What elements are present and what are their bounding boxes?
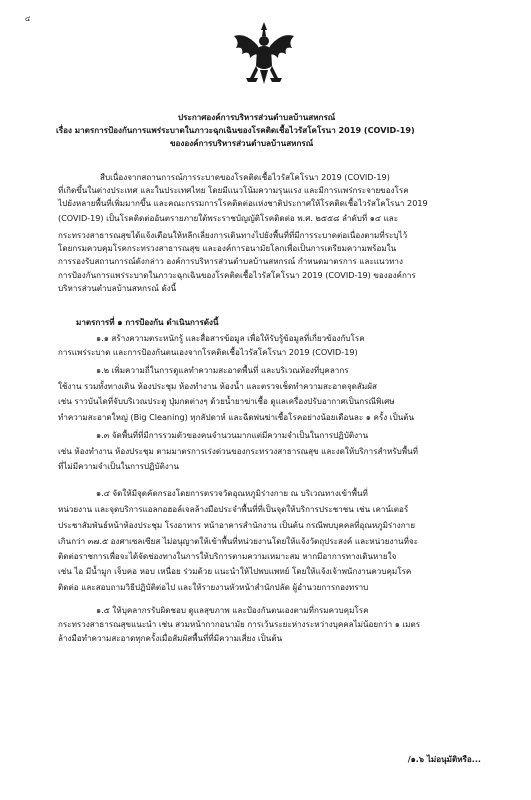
body-line: โดยกรมควบคุมโรคกระทรวงสาธารณสุข และองค์การอนามัยโลกเพื่อเป็นการเตรียมความพร้อมใน [58, 243, 397, 253]
body-line: การป้องกันการแพร่ระบาดในภาวะฉุกเฉินของโรคติดเชื้อไวรัสโคโรนา 2019 (COVID-19) ขององค์การ [58, 270, 416, 280]
announcement-subject: เรื่อง มาตรการป้องกันการแพร่ระบาดในภาวะฉุกเฉินของโรคติดเชื้อไวรัสโคโรนา 2019 (COVID-19) [56, 125, 415, 135]
body-line: กระทรวงสาธารณสุขแนะนำ เช่น สวมหน้ากากอนามัย การเว้นระยะห่างระหว่างบุคคลไม่น้อยกว่า ๑ เมตร [58, 619, 421, 629]
body-line: ประชาสัมพันธ์หน้าห้องประชุม โรงอาหาร หน้าอาคารสำนักงาน เป็นต้น กรณีพบบุคคลที่อุณหภูมิร่างกาย [58, 520, 415, 530]
body-line: ๑.๑ สร้างความตระหนักรู้ และสื่อสารข้อมูล เพื่อให้รับรู้ข้อมูลที่เกี่ยวข้องกับโรค [96, 333, 365, 343]
continuation-note: /๑.๖ ไม่อนุมัติหรือ... [407, 754, 481, 764]
body-line: บริหารส่วนตำบลบ้านสหกรณ์ ดังนี้ [58, 283, 177, 293]
body-line: กระทรวงสาธารณสุขได้แจ้งเตือนให้หลีกเลี่ยงการเดินทางไปยังพื้นที่ที่มีการระบาดต่อเนื่องตามที่ระบุไว้ [58, 230, 408, 240]
body-line: เช่น ไอ มีน้ำมูก เจ็บคอ หอบ เหนื่อย ร่วมด้วย แนะนำให้ไปพบแพทย์ โดยให้แจ้งเจ้าพนักงานควบคุมโรค [58, 566, 412, 576]
measure-heading: มาตรการที่ ๑ การป้องกัน ดำเนินการดังนี้ [76, 317, 219, 327]
body-line: เกินกว่า ๓๗.๕ องศาเซลเซียส ไม่อนุญาตให้เข้าพื้นที่หน่วยงานโดยให้แจ้งวัตถุประสงค์ และหน่วยงานที่จะ [58, 536, 418, 546]
body-line: ๑.๒ เพิ่มความถี่ในการดูแลทำความสะอาดพื้นที่ และบริเวณห้องที่บุคลากร [96, 365, 349, 375]
body-line: เช่น ห้องทำงาน ห้องประชุม ตามมาตรการเร่งด่วนของกระทรวงสาธารณสุข และงดให้บริการสำหรับพื้นที่ [58, 446, 418, 456]
body-line: หน่วยงาน และจุดบริการแอลกอฮอล์เจลล้างมือประจำพื้นที่ที่เป็นจุดให้บริการประชาชน เช่น เคาน์เตอร์ [58, 504, 409, 514]
body-line: ๑.๓ จัดพื้นที่ที่มีการรวมตัวของคนจำนวนมากแต่มีความจำเป็นในการปฏิบัติงาน [96, 430, 369, 440]
body-line: ทำความสะอาดใหญ่ (Big Cleaning) ทุกสัปดาห์ และฉีดพ่นฆ่าเชื้อโรคอย่างน้อยเดือนละ ๑ ครั้ง เป็นต้น [58, 412, 415, 422]
announcement-heading: ประกาศองค์การบริหารส่วนตำบลบ้านสหกรณ์ [178, 112, 336, 122]
body-line: (COVID-19) เป็นโรคติดต่ออันตรายภายใต้พระราชบัญญัติโรคติดต่อ พ.ศ. ๒๕๕๘ ลำดับที่ ๑๔ และ [58, 213, 399, 223]
body-line: ที่ไม่มีความจำเป็นในการปฏิบัติงาน [58, 461, 179, 471]
body-line: สืบเนื่องจากสถานการณ์การระบาดของโรคติดเชื้อไวรัสโคโรนา 2019 (COVID-19) [100, 172, 390, 182]
body-line: ที่เกิดขึ้นในต่างประเทศ และในประเทศไทย โดยมีแนวโน้มความรุนแรง และมีการแพร่กระจายของโรค [58, 185, 409, 195]
body-line: เช่น ราวบันไดที่จับบริเวณประตู ปุ่มกดต่างๆ ด้วยน้ำยาฆ่าเชื้อ ดูแลเครื่องปรับอากาศเป็นกรณีพิเศษ [58, 396, 395, 406]
body-line: ๑.๔ จัดให้มีจุดคัดกรองโดยการตรวจวัดอุณหภูมิร่างกาย ณ บริเวณทางเข้าพื้นที่ [96, 488, 368, 498]
body-line: ๑.๕ ให้บุคลากรรับผิดชอบ ดูแลสุขภาพ และป้องกันตนเองตามที่กรมควบคุมโรค [96, 605, 369, 615]
garuda-emblem-icon [232, 20, 296, 90]
body-line: การแพร่ระบาด และการป้องกันตนเองจากโรคติดเชื้อไวรัสโคโรนา 2019 (COVID-19) [58, 347, 358, 357]
body-line: ติดต่อ และสอบถามวิธีปฏิบัติต่อไป และให้รายงานหัวหน้าสำนักปลัด ผู้อำนวยการกองทราบ [58, 582, 369, 592]
body-line: ติดต่อราชการเพื่อจะได้จัดช่องทางในการให้บริการตามความเหมาะสม หากมีอาการทางเดินหายใจ [58, 551, 397, 561]
body-line: ใช้งาน รวมทั้งทางเดิน ห้องประชุม ห้องทำงาน ห้องน้ำ และตรวจเช็ดทำความสะอาดจุดสัมผัส [58, 381, 377, 391]
body-line: ไปยังหลายพื้นที่เพิ่มมากขึ้น และคณะกรรมการโรคติดต่อแห่งชาติประกาศให้โรคติดเชื้อไวรัสโคโรนา 2019 [58, 198, 428, 208]
body-line: ล้างมือทำความสะอาดทุกครั้งเมื่อสัมผัสพื้นที่ที่มีความเสี่ยง เป็นต้น [58, 633, 283, 643]
body-line: การรองรับสถานการณ์ดังกล่าว องค์การบริหารส่วนตำบลบ้านสหกรณ์ กำหนดมาตรการ และแนวทาง [58, 256, 403, 266]
page-number: ๔ [25, 15, 31, 23]
announcement-issuer: ขององค์การบริหารส่วนตำบลบ้านสหกรณ์ [170, 138, 314, 148]
